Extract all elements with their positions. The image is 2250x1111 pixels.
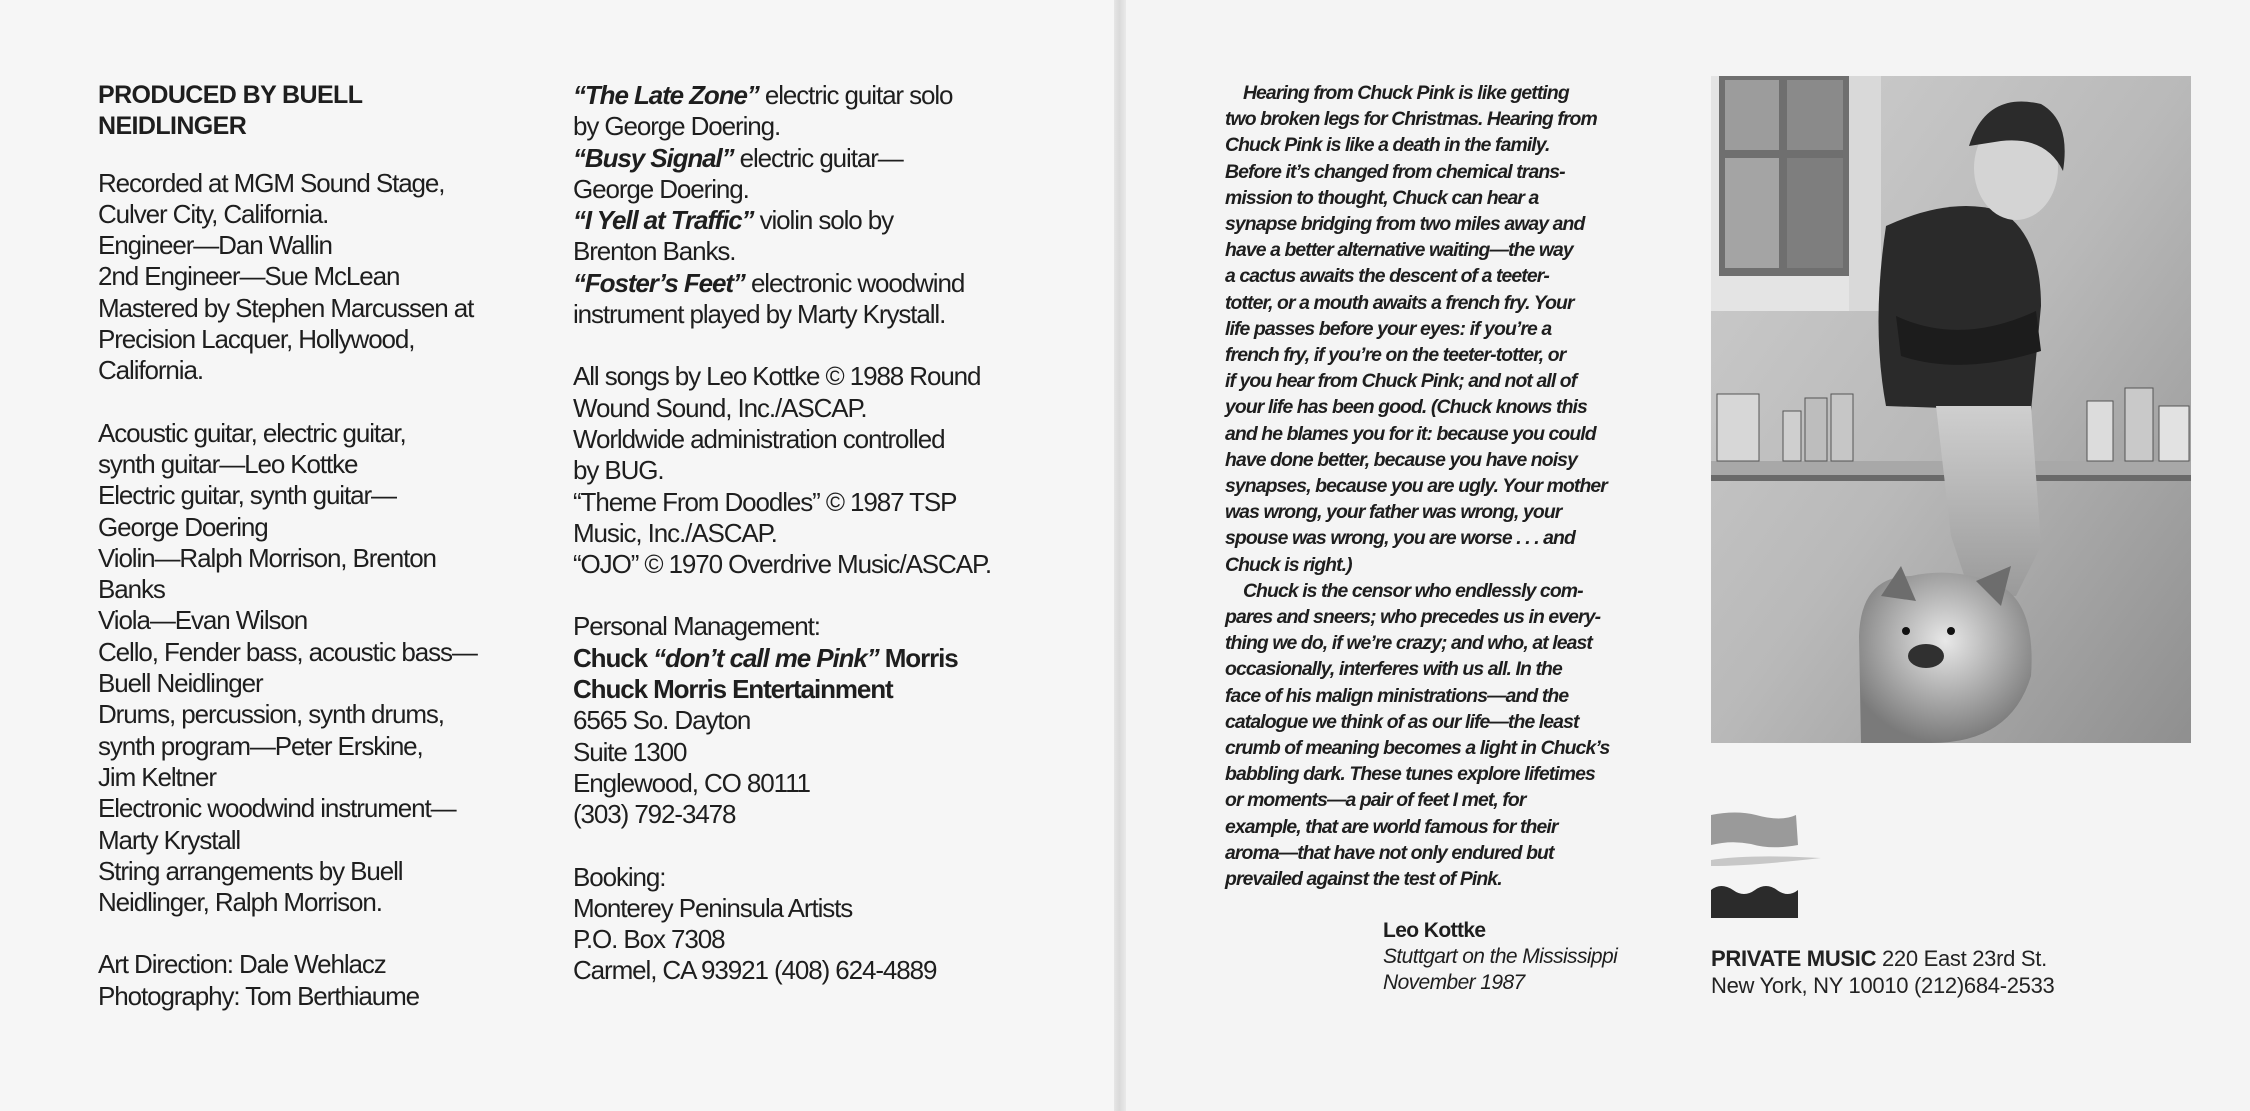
manager-first: Chuck bbox=[573, 642, 654, 673]
credit-line: String arrangements by Buell bbox=[98, 855, 403, 886]
credit-line: synth program—Peter Erskine, bbox=[98, 730, 423, 761]
credit-line: Recorded at MGM Sound Stage, bbox=[98, 167, 445, 198]
essay-line: pares and sneers; who precedes us in every- bbox=[1225, 606, 1601, 629]
musician-credits bbox=[98, 418, 498, 919]
recording-credits bbox=[98, 168, 498, 387]
management-label: Personal Management: bbox=[573, 611, 820, 642]
credit-line: Viola—Evan Wilson bbox=[98, 605, 308, 636]
credit-line: Acoustic guitar, electric guitar, bbox=[98, 417, 406, 448]
essay-line: have a better alternative waiting—the way bbox=[1225, 239, 1573, 262]
credit-line: Drums, percussion, synth drums, bbox=[98, 699, 444, 730]
essay-line: spouse was wrong, you are worse . . . and bbox=[1225, 527, 1575, 550]
label-address bbox=[1711, 945, 2054, 999]
song-title: “Foster’s Feet” bbox=[573, 267, 745, 298]
solo-credits bbox=[573, 80, 1013, 330]
essay-line: synapse bridging from two miles away and bbox=[1225, 213, 1585, 236]
essay-line: life passes before your eyes: if you’re a bbox=[1225, 317, 1552, 340]
credit-line: Art Direction: Dale Wehlacz bbox=[98, 949, 386, 980]
private-music-logo bbox=[1711, 810, 1821, 920]
author-date: November 1987 bbox=[1383, 971, 1525, 994]
copyright-line: by BUG. bbox=[573, 455, 664, 486]
manager-last: Morris bbox=[878, 642, 958, 673]
essay-line: aroma—that have not only endured but bbox=[1225, 841, 1554, 864]
essay-line: babbling dark. These tunes explore lifetimes bbox=[1225, 763, 1595, 786]
essay-line: Chuck is the censor who endlessly com- bbox=[1225, 579, 1583, 602]
credit-line: Engineer—Dan Wallin bbox=[98, 230, 332, 261]
essay-line: mission to thought, Chuck can hear a bbox=[1225, 186, 1539, 209]
manager-nickname: “don’t call me Pink” bbox=[653, 642, 879, 673]
artist-photo bbox=[1711, 76, 2191, 743]
solo-text: electric guitar solo bbox=[758, 80, 953, 110]
copyright-notice bbox=[573, 361, 1013, 580]
manager-name bbox=[573, 643, 1013, 674]
address-line: Suite 1300 bbox=[573, 736, 687, 767]
solo-text: electric guitar— bbox=[733, 142, 903, 173]
essay-line: or moments—a pair of feet I met, for bbox=[1225, 789, 1526, 812]
essay-line: and he blames you for it: because you could bbox=[1225, 422, 1596, 445]
essay-line: have done better, because you have noisy bbox=[1225, 448, 1577, 471]
solo-line: Brenton Banks. bbox=[573, 236, 736, 267]
essay-line: thing we do, if we’re crazy; and who, at least bbox=[1225, 632, 1592, 655]
credit-line: Cello, Fender bass, acoustic bass— bbox=[98, 636, 477, 667]
essay-line: two broken legs for Christmas. Hearing from bbox=[1225, 108, 1597, 131]
essay-line: was wrong, your father was wrong, your bbox=[1225, 501, 1562, 524]
essay-line: face of his malign ministrations—and the bbox=[1225, 684, 1569, 707]
label-address-line-1 bbox=[1711, 945, 2054, 972]
essay-line: Chuck is right.) bbox=[1225, 553, 1352, 576]
author-place: Stuttgart on the Mississippi bbox=[1383, 945, 1618, 968]
address-line: Monterey Peninsula Artists bbox=[573, 892, 853, 923]
address-line: Englewood, CO 80111 bbox=[573, 767, 810, 798]
copyright-line: Music, Inc./ASCAP. bbox=[573, 517, 777, 548]
author-name: Leo Kottke bbox=[1383, 919, 1486, 942]
essay-line: if you hear from Chuck Pink; and not all of bbox=[1225, 370, 1577, 393]
song-title: “The Late Zone” bbox=[573, 80, 759, 110]
address-line: 6565 So. Dayton bbox=[573, 705, 751, 736]
credit-line: Buell Neidlinger bbox=[98, 668, 263, 699]
essay-line: example, that are world famous for their bbox=[1225, 815, 1558, 838]
credits-column-1 bbox=[98, 80, 498, 1043]
credit-line: Mastered by Stephen Marcussen at bbox=[98, 292, 474, 323]
copyright-line: “OJO” © 1970 Overdrive Music/ASCAP. bbox=[573, 549, 991, 580]
copyright-line: “Theme From Doodles” © 1987 TSP bbox=[573, 486, 957, 517]
essay-line: crumb of meaning becomes a light in Chuck’s bbox=[1225, 737, 1610, 760]
solo-line bbox=[573, 143, 1013, 174]
credit-line: 2nd Engineer—Sue McLean bbox=[98, 261, 400, 292]
essay-line: french fry, if you’re on the teeter-totter, or bbox=[1225, 344, 1566, 367]
producer-heading: PRODUCED BY BUELL NEIDLINGER bbox=[98, 81, 362, 141]
copyright-line: Wound Sound, Inc./ASCAP. bbox=[573, 392, 867, 423]
credit-line: California. bbox=[98, 355, 203, 386]
song-title: “I Yell at Traffic” bbox=[573, 205, 754, 236]
solo-line: George Doering. bbox=[573, 173, 749, 204]
label-address-line-2: New York, NY 10010 (212)684-2533 bbox=[1711, 973, 2055, 998]
credit-line: synth guitar—Leo Kottke bbox=[98, 448, 358, 479]
credits-column-2 bbox=[573, 80, 1013, 1018]
page-fold bbox=[1114, 0, 1126, 1111]
essay-line: Hearing from Chuck Pink is like getting bbox=[1225, 82, 1569, 104]
essay-line: Before it’s changed from chemical trans- bbox=[1225, 160, 1565, 183]
label-street: 220 East 23rd St. bbox=[1876, 946, 2047, 971]
essay-line: occasionally, interferes with us all. In the bbox=[1225, 658, 1562, 681]
essay-line: Chuck Pink is like a death in the family. bbox=[1225, 134, 1550, 157]
credit-line: Neidlinger, Ralph Morrison. bbox=[98, 887, 382, 918]
credit-line: Photography: Tom Berthiaume bbox=[98, 980, 420, 1011]
solo-line bbox=[573, 268, 1013, 299]
management-contact bbox=[573, 611, 1013, 830]
essay-line: catalogue we think of as our life—the least bbox=[1225, 710, 1579, 733]
essay-line: synapses, because you are ugly. Your mother bbox=[1225, 475, 1607, 498]
copyright-line: All songs by Leo Kottke © 1988 Round bbox=[573, 361, 981, 392]
booking-label: Booking: bbox=[573, 861, 666, 892]
credit-line: Precision Lacquer, Hollywood, bbox=[98, 324, 415, 355]
art-credits bbox=[98, 949, 498, 1012]
copyright-line: Worldwide administration controlled bbox=[573, 423, 945, 454]
liner-notes-essay bbox=[1225, 80, 1635, 892]
essay-line: your life has been good. (Chuck knows this bbox=[1225, 396, 1587, 419]
credit-line: Electric guitar, synth guitar— bbox=[98, 480, 396, 511]
solo-text: electronic woodwind bbox=[744, 267, 965, 298]
solo-line bbox=[573, 205, 1013, 236]
address-line: Carmel, CA 93921 (408) 624-4889 bbox=[573, 955, 937, 986]
song-title: “Busy Signal” bbox=[573, 142, 734, 173]
solo-text: violin solo by bbox=[753, 205, 894, 236]
solo-line bbox=[573, 80, 1013, 111]
label-brand: PRIVATE MUSIC bbox=[1711, 946, 1877, 971]
credit-line: Banks bbox=[98, 574, 165, 605]
management-company: Chuck Morris Entertainment bbox=[573, 674, 893, 705]
credit-line: George Doering bbox=[98, 511, 268, 542]
solo-line: by George Doering. bbox=[573, 111, 781, 142]
credit-line: Jim Keltner bbox=[98, 761, 216, 792]
booking-contact bbox=[573, 862, 1013, 987]
phone-line: (303) 792-3478 bbox=[573, 799, 736, 830]
essay-line: prevailed against the test of Pink. bbox=[1225, 868, 1502, 891]
credit-line: Violin—Ralph Morrison, Brenton bbox=[98, 542, 436, 573]
essay-signature bbox=[1383, 918, 1617, 996]
credit-line: Electronic woodwind instrument— bbox=[98, 793, 456, 824]
credit-line: Marty Krystall bbox=[98, 824, 241, 855]
essay-line: a cactus awaits the descent of a teeter- bbox=[1225, 265, 1549, 288]
essay-line: totter, or a mouth awaits a french fry. Your bbox=[1225, 291, 1574, 314]
credit-line: Culver City, California. bbox=[98, 198, 329, 229]
address-line: P.O. Box 7308 bbox=[573, 924, 725, 955]
solo-line: instrument played by Marty Krystall. bbox=[573, 299, 946, 330]
